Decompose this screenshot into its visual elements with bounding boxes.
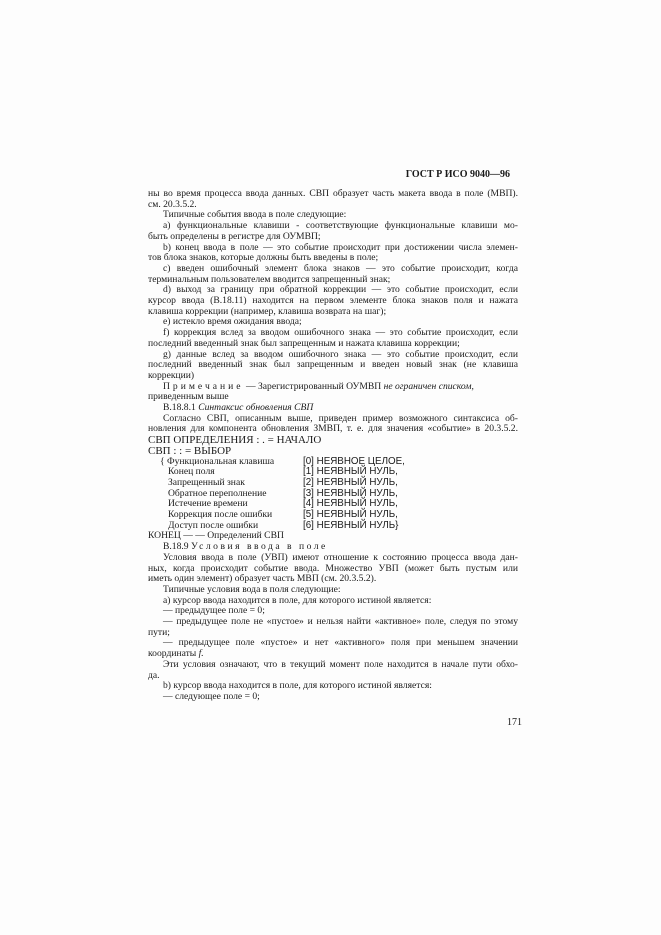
section-number: В.18.8.1 <box>163 402 199 413</box>
choice-value: [3] НЕЯВНЫЙ НУЛЬ, <box>303 487 398 499</box>
text-fragment-italic: f. <box>198 648 204 660</box>
text-line: пути; <box>148 626 170 638</box>
choice-name: Конец поля <box>168 466 215 478</box>
choice-name: Коррекция после ошибки <box>168 509 273 520</box>
text-line: e) истекло время ожидания ввода; <box>163 316 302 328</box>
choice-value: [6] НЕЯВНЫЙ НУЛЬ} <box>303 519 399 531</box>
text-line: коррекции) <box>148 369 195 381</box>
section-title: Условия ввода в поле <box>191 541 328 553</box>
text-line: ных, когда происходит событие ввода. Множество УВП (может быть пустым или <box>148 563 518 574</box>
text-line: приведенным выше <box>148 391 229 403</box>
section-title: Синтаксис обновления СВП <box>198 402 314 413</box>
text-line: см. 20.3.5.2. <box>148 198 197 210</box>
text-line: а) курсор ввода находится в поле, для которого истиной является: <box>163 594 432 606</box>
text-line: b) конец ввода в поле — это событие происходит при достижении числа элемен- <box>163 242 518 253</box>
choice-name: Доступ после ошибки <box>168 519 259 531</box>
section-number: В.18.9 <box>163 541 191 553</box>
text-line: g) данные вслед за вводом ошибочного знака — это событие происходит, если <box>163 349 518 360</box>
choice-value: [5] НЕЯВНЫЙ НУЛЬ, <box>303 509 398 520</box>
choice-value: [1] НЕЯВНЫЙ НУЛЬ, <box>303 466 398 478</box>
choice-name: Истечение времени <box>168 498 248 510</box>
text-line: последний введенный знак был запрещенным и нажата клавиша коррекции; <box>148 337 460 349</box>
text-line: b) курсор ввода находится в поле, для которого истиной является: <box>163 680 432 692</box>
text-line: да. <box>148 669 160 681</box>
text-line: курсор ввода (В.18.11) находится на первом элементе блока знаков поля и нажата <box>148 296 518 306</box>
text-line: клавиша коррекции (например, клавиша возврата на шаг); <box>148 305 387 317</box>
document-header: ГОСТ Р ИСО 9040—96 <box>405 169 510 180</box>
text-line: f) коррекция вслед за вводом ошибочного знака — это событие происходит, если <box>163 328 518 339</box>
text-line: — следующее поле = 0; <box>163 690 260 702</box>
text-line: c) введен ошибочный элемент блока знаков — это событие происходит, когда <box>163 263 518 274</box>
page-number: 171 <box>507 717 522 728</box>
text-line: d) выход за границу при обратной коррекции — это событие происходит, если <box>163 285 518 296</box>
text-line: Условия ввода в поле (УВП) имеют отношение к состоянию процесса ввода дан- <box>163 552 518 563</box>
text-line: — предыдущее поле не «пустое» и нельзя найти «активное» поле, следуя по этому <box>163 617 518 627</box>
choice-value: [0] НЕЯВНОЕ ЦЕЛОЕ, <box>303 455 405 467</box>
note-text-italic: не ограничен списком, <box>383 380 474 392</box>
syntax-line: СВП : : = ВЫБОР <box>148 444 232 457</box>
choice-name: Запрещенный знак <box>168 476 245 488</box>
syntax-line: КОНЕЦ — — Определений СВП <box>148 530 284 542</box>
syntax-line: СВП ОПРЕДЕЛЕНИЯ : . = НАЧАЛО <box>148 434 322 447</box>
choice-name: Обратное переполнение <box>168 487 267 499</box>
text-line: Эти условия означают, что в текущий момент поле находится в начале пути обхо- <box>163 659 518 670</box>
text-line: терминальным пользователем вводится запрещенный знак; <box>148 273 391 285</box>
section-heading <box>148 542 518 553</box>
text-line: — предыдущее поле «пустое» и нет «активного» поля при меньшем значении <box>163 638 518 649</box>
section-heading <box>148 403 518 414</box>
text-line: последний введенный знак был запрещенным и введен новый знак (не клавиша <box>148 360 518 371</box>
text-line: новления для компонента обновления ЗМВП, т. е. для значения «событие» в 20.3.5.2. <box>148 424 518 435</box>
text-line <box>148 649 518 660</box>
note-text: — Зарегистрированный ОУМВП <box>243 380 384 392</box>
text-line: тов блока знаков, которые должны быть введены в поле; <box>148 252 379 264</box>
text-fragment: координаты <box>148 648 199 660</box>
text-line: Типичные события ввода в поле следующие: <box>163 209 347 221</box>
choice-value: [2] НЕЯВНЫЙ НУЛЬ, <box>303 476 398 488</box>
text-line: Согласно СВП, описанным выше, приведен пример возможного синтаксиса об- <box>163 413 518 424</box>
text-line: а) функциональные клавиши - соответствующие функциональные клавиши мо- <box>163 221 518 232</box>
text-line: ны во время процесса ввода данных. СВП образует часть макета ввода в поле (МВП). <box>148 189 518 199</box>
text-line: — предыдущее поле = 0; <box>163 605 265 617</box>
text-line: иметь один элемент) образует часть МВП (см. 20.3.5.2). <box>148 573 377 585</box>
choice-name: { Функциональная клавиша <box>160 455 275 467</box>
text-line: Типичные условия вода в поля следующие: <box>163 583 341 595</box>
choice-value: [4] НЕЯВНЫЙ НУЛЬ, <box>303 498 398 510</box>
note-label: Примечание <box>163 380 244 392</box>
text-line: быть определены в регистре для ОУМВП; <box>148 230 321 242</box>
